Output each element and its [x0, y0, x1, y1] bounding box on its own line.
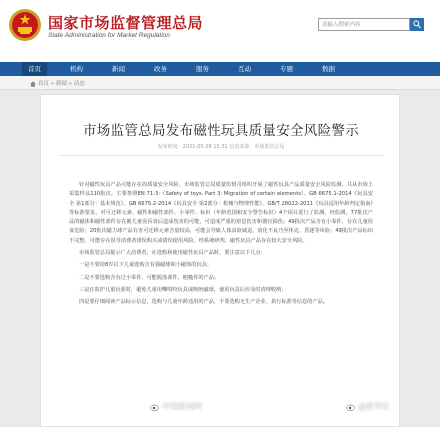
nav-item-data[interactable]: 数据 — [322, 65, 335, 73]
site-subtitle: State Administration for Market Regulation — [48, 32, 170, 39]
nav-item-news[interactable]: 新闻 — [112, 65, 125, 73]
breadcrumb-updates[interactable]: 动态 — [73, 81, 85, 87]
nav-item-interaction[interactable]: 互动 — [238, 65, 251, 73]
weibo-icon — [346, 403, 356, 411]
nav-item-organization[interactable]: 机构 — [70, 65, 83, 73]
nav-item-home[interactable]: 首页 — [22, 62, 47, 76]
article-meta: 发布时间：2021-05-28 15:31 信息来源：市场监管总局 — [157, 144, 285, 150]
main-nav — [0, 62, 440, 76]
national-emblem-icon — [8, 8, 42, 42]
weibo-icon — [150, 403, 160, 411]
search-button[interactable] — [410, 18, 424, 31]
site-title[interactable]: 国家市场监督管理总局 — [48, 14, 204, 32]
watermark-right — [346, 401, 390, 412]
article-paragraph: 一是不要给8岁以下儿童选购含有强磁球和小磁体的玩具； — [79, 262, 212, 269]
home-icon — [30, 81, 36, 87]
breadcrumb-separator: » — [50, 81, 55, 87]
breadcrumb-home[interactable]: 首页 — [38, 81, 50, 87]
nav-item-topics[interactable]: 专题 — [280, 65, 293, 73]
search-input[interactable]: 请输入搜索内容 — [318, 18, 410, 31]
breadcrumb-news[interactable]: 新闻 — [55, 81, 67, 87]
article-paragraph: 二是不要选购含有过小零件、可能脱落部件、粗糙件的产品； — [79, 274, 220, 281]
watermark-left-text: 中国新闻网 — [162, 402, 202, 411]
breadcrumb-bar — [0, 76, 440, 90]
title-divider — [59, 155, 383, 156]
article-body — [69, 181, 373, 311]
watermark-left — [150, 401, 202, 412]
watermark-right-text: @新华社 — [358, 402, 390, 411]
article-title: 市场监管总局发布磁性玩具质量安全风险警示 — [83, 123, 359, 139]
site-header — [0, 0, 440, 62]
search-icon — [413, 20, 421, 29]
article-paragraph: 针对磁性玩具产品可能存在的质量安全风险，市场监管总局质量监督司组织开展了磁性玩具产品质量安全风险监测。共从市场上采集样品110批次。主要参照EN 71-3:（Safety of toys. Part 3: Migration of certain elements）、GB 6675.1-2014《玩具安全 第1部分：基本规范》、GB 6675.2-2014《玩具安全 第2部分：机械与物理性能》、GB/T 28022-2011《玩具适用年龄判定指南》等标准要求，对可迁移元素、磁性和磁性部件、小零件、标识（年龄范围和安全警告标识）4个项目进行了监测。经监测，77批次产品的磁体和磁性部件存在被儿童误吞食后造成伤害的可能，可造成严重的窒息伤害和器官损伤；49批次产品含有小零件，存在儿童误食危险；20批次磁力球产品有害可迁移元素含量较高，可能会导致人体食欲减退、消化不良乃至休克、昏迷等风险；49批次产品标识不完整，可能存在误导消费者错误购买或错误使用风险。经系统研判，磁性玩具产品存在较大安全风险。 — [69, 182, 373, 244]
article-paragraph: 市场监管总局提示广大消费者，在选购和使用磁性玩具产品时，要注意以下几点： — [79, 250, 266, 257]
breadcrumb — [30, 79, 85, 87]
nav-item-affairs[interactable]: 政务 — [154, 65, 167, 73]
article-paragraph: 三是在监护儿童玩耍时，避免儿童用嘴啃咬玩具或吸吮磁球，使用玩具后应及时清理收纳； — [79, 286, 287, 293]
breadcrumb-separator: » — [68, 81, 73, 87]
nav-item-service[interactable]: 服务 — [196, 65, 209, 73]
article-paragraph: 四是要仔细阅读产品标示信息，选购与儿童年龄适用的产品，不要选购无生产企业、执行标准等信息的产品。 — [79, 299, 329, 306]
article-container — [40, 94, 400, 427]
